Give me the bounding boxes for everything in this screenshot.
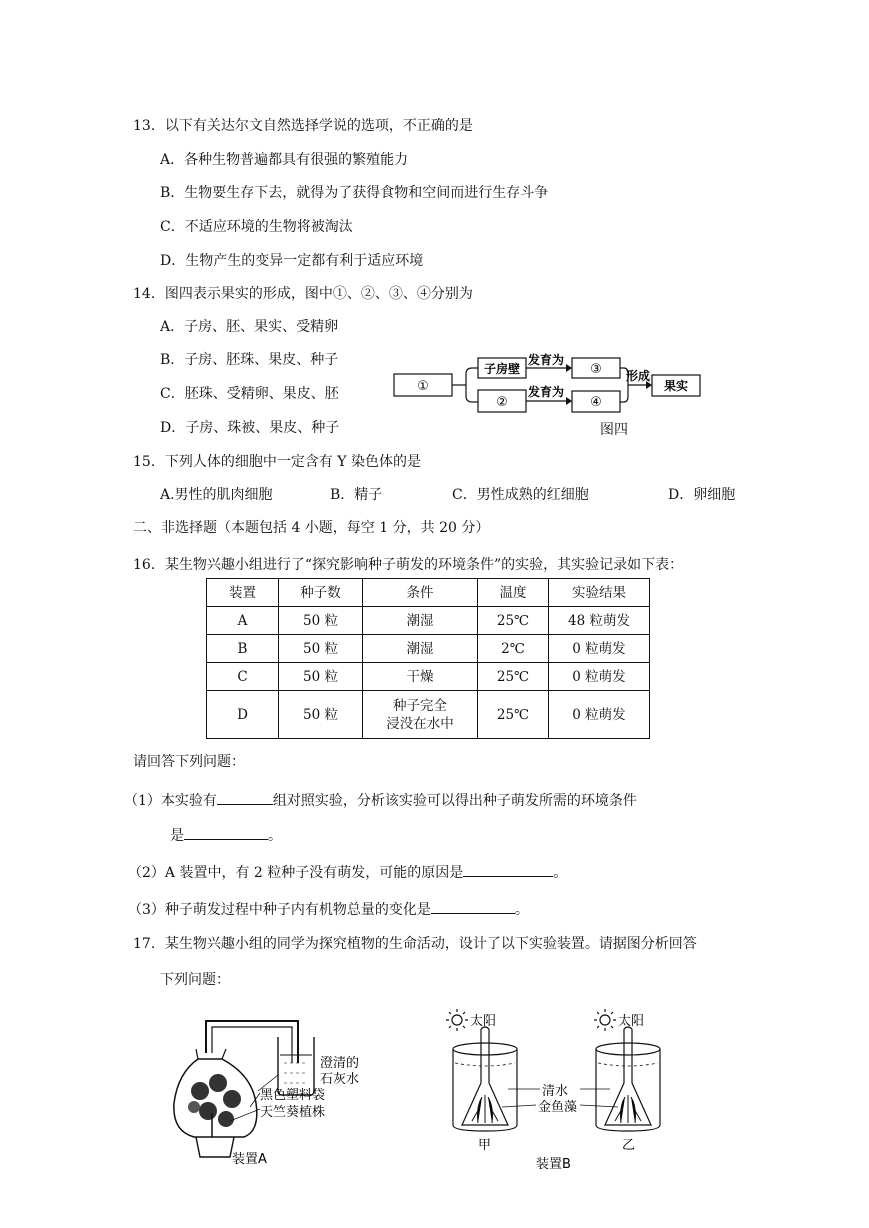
q16-sub1-cont — [170, 825, 282, 845]
q17-stem-cont: 下列问题： — [160, 972, 230, 988]
q16-sub3-text-a: （3）种子萌发过程中种子内有机物总量的变化是 — [128, 902, 431, 918]
answer-blank-1[interactable] — [217, 790, 273, 805]
plant-label: 天竺葵植株 — [260, 1105, 326, 1120]
q16-sub2-text-b: 。 — [553, 865, 568, 881]
pondweed-label: 金鱼藻 — [538, 1100, 578, 1115]
table-cell — [363, 691, 478, 739]
flower-pot — [196, 1137, 234, 1157]
table-cell: 0 粒萌发 — [549, 663, 650, 691]
table-cell: 0 粒萌发 — [549, 691, 650, 739]
table-cell: 25℃ — [478, 691, 549, 739]
apparatus-a-figure — [160, 1003, 390, 1173]
q16-sub1-text-a: （1）本实验有 — [124, 793, 217, 809]
q15-option-b: B．精子 — [330, 487, 383, 503]
q13-option-c: C．不适应环境的生物将被淘汰 — [160, 219, 353, 235]
black-plastic-bag — [174, 1059, 257, 1137]
ovary-wall-label: 子房壁 — [483, 362, 521, 376]
bag-label: 黑色塑料袋 — [260, 1088, 326, 1103]
q14-option-b: B．子房、胚珠、果皮、种子 — [160, 352, 339, 368]
fruit-label: 果实 — [663, 379, 689, 393]
box-2-label: ② — [496, 395, 508, 410]
q16-sub1-text-c: 是 — [170, 828, 184, 844]
apparatus-b-caption: 装置B — [536, 1157, 571, 1172]
sun-icon — [446, 1009, 468, 1031]
sun-icon — [594, 1009, 616, 1031]
table-cell: 50 粒 — [279, 663, 363, 691]
q14-option-c: C．胚珠、受精卵、果皮、胚 — [160, 386, 339, 402]
table-header-row — [207, 579, 650, 607]
table-row — [207, 635, 650, 663]
q13-stem: 13．以下有关达尔文自然选择学说的选项，不正确的是 — [133, 118, 473, 134]
develop-top-label: 发育为 — [527, 353, 565, 367]
box-3-label: ③ — [590, 362, 602, 377]
table-header: 种子数 — [279, 579, 363, 607]
q15-option-d: D．卵细胞 — [668, 487, 736, 503]
limewater-label-1: 澄清的 — [320, 1056, 360, 1071]
q13-option-b: B．生物要生存下去，就得为了获得食物和空间而进行生存斗争 — [160, 185, 549, 201]
q16-prompt: 请回答下列问题： — [133, 754, 245, 770]
table-header: 条件 — [363, 579, 478, 607]
table-cell: D — [207, 691, 279, 739]
table-cell: 潮湿 — [363, 635, 478, 663]
table-cell: 干燥 — [363, 663, 478, 691]
table-cell: 0 粒萌发 — [549, 635, 650, 663]
table-cell: 25℃ — [478, 607, 549, 635]
q14-option-d: D．子房、珠被、果皮、种子 — [160, 420, 340, 436]
table-row — [207, 663, 650, 691]
q16-sub2-text-a: （2）A 装置中，有 2 粒种子没有萌发，可能的原因是 — [128, 865, 464, 881]
table-cell: 48 粒萌发 — [549, 607, 650, 635]
q16-sub3 — [128, 899, 529, 919]
develop-bottom-label: 发育为 — [527, 385, 565, 399]
beaker-yi — [596, 1027, 660, 1131]
q14-stem: 14．图四表示果实的形成，图中①、②、③、④分别为 — [133, 286, 473, 302]
box-4-label: ④ — [590, 395, 602, 410]
q16-sub3-text-b: 。 — [514, 902, 529, 918]
table-cell: B — [207, 635, 279, 663]
jia-label: 甲 — [478, 1138, 492, 1153]
table-cell: 25℃ — [478, 663, 549, 691]
apparatus-a-caption: 装置A — [232, 1152, 267, 1167]
q15-option-a: A.男性的肌肉细胞 — [160, 487, 273, 503]
table-header: 温度 — [478, 579, 549, 607]
q16-sub1-text-d: 。 — [268, 828, 282, 844]
condition-line-1: 种子完全 — [393, 697, 447, 714]
table-cell: 50 粒 — [279, 635, 363, 663]
beaker-jia — [453, 1027, 517, 1131]
answer-blank-3[interactable] — [463, 862, 553, 877]
figure-4-caption: 图四 — [600, 422, 628, 438]
q16-sub1 — [124, 790, 637, 810]
apparatus-b-figure — [440, 1003, 670, 1173]
section-2-heading: 二、非选择题（本题包括 4 小题，每空 1 分，共 20 分） — [133, 520, 490, 536]
form-label: 形成 — [625, 369, 651, 383]
q15-option-c: C．男性成熟的红细胞 — [452, 487, 589, 503]
condition-line-2: 浸没在水中 — [386, 715, 454, 732]
yi-label: 乙 — [622, 1138, 636, 1153]
answer-blank-2[interactable] — [184, 825, 268, 840]
answer-blank-4[interactable] — [431, 899, 515, 914]
table-row — [207, 607, 650, 635]
table-cell: 2℃ — [478, 635, 549, 663]
q17-stem: 17．某生物兴趣小组的同学为探究植物的生命活动，设计了以下实验装置。请据图分析回答 — [133, 936, 697, 952]
q16-sub2 — [128, 862, 567, 882]
table-header: 装置 — [207, 579, 279, 607]
fruit-formation-diagram — [388, 348, 708, 440]
sun-label-1: 太阳 — [470, 1014, 497, 1029]
beaker — [278, 1037, 314, 1095]
table-cell: 50 粒 — [279, 607, 363, 635]
box-1-label: ① — [417, 379, 429, 394]
limewater-label-2: 石灰水 — [320, 1072, 360, 1087]
q15-stem: 15．下列人体的细胞中一定含有 Y 染色体的是 — [133, 454, 421, 470]
table-header: 实验结果 — [549, 579, 650, 607]
table-row — [207, 691, 650, 739]
q13-option-a: A．各种生物普遍都具有很强的繁殖能力 — [160, 152, 409, 168]
q14-option-a: A．子房、胚、果实、受精卵 — [160, 319, 339, 335]
q13-option-d: D．生物产生的变异一定都有利于适应环境 — [160, 253, 424, 269]
q16-stem: 16．某生物兴趣小组进行了“探究影响种子萌发的环境条件”的实验，其实验记录如下表： — [133, 557, 684, 573]
table-cell: C — [207, 663, 279, 691]
water-label: 清水 — [542, 1084, 569, 1099]
q16-sub1-text-b: 组对照实验，分析该实验可以得出种子萌发所需的环境条件 — [272, 793, 637, 809]
table-cell: 潮湿 — [363, 607, 478, 635]
table-cell: A — [207, 607, 279, 635]
table-cell: 50 粒 — [279, 691, 363, 739]
sun-label-2: 太阳 — [618, 1014, 645, 1029]
experiment-table — [206, 578, 650, 739]
